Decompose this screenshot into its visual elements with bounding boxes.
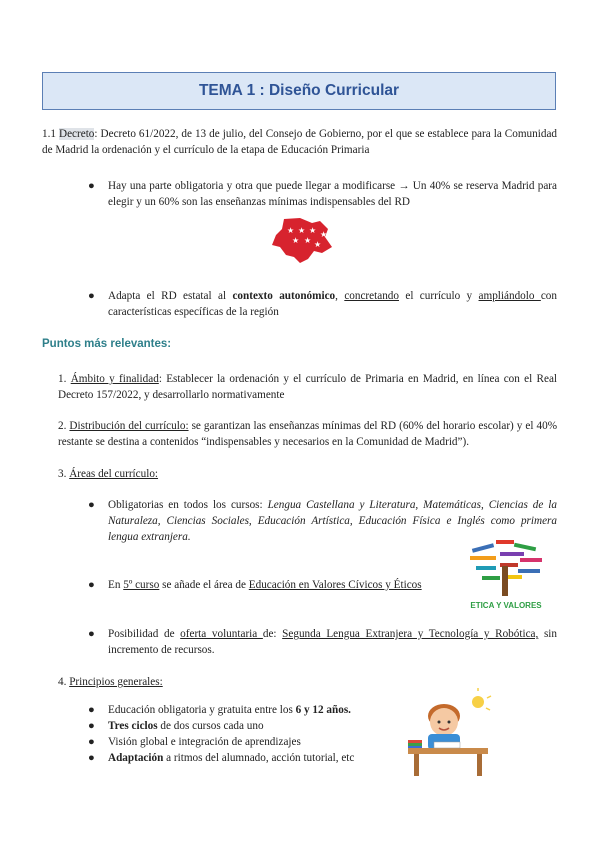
madrid-map-image bbox=[270, 217, 336, 265]
decree-paragraph bbox=[42, 126, 557, 158]
point-label: Principios generales: bbox=[69, 676, 163, 688]
svg-text:★: ★ bbox=[298, 226, 306, 235]
bold-run: 6 y 12 años. bbox=[295, 704, 351, 716]
principle-adaptacion bbox=[88, 750, 398, 766]
text-run: Posibilidad de bbox=[108, 628, 181, 640]
text-run: Visión global e integración de aprendizajes bbox=[108, 736, 301, 748]
svg-text:★: ★ bbox=[320, 230, 328, 239]
bold-run: contexto autonómico bbox=[232, 290, 336, 302]
principle-edad bbox=[88, 702, 398, 718]
underline-run: Educación en Valores Cívicos y Éticos bbox=[248, 579, 422, 591]
text-run: Educación obligatoria y gratuita entre los bbox=[108, 704, 296, 716]
section-subheading: Puntos más relevantes: bbox=[42, 338, 172, 350]
bullet-dot: ● bbox=[88, 752, 95, 764]
point-number: 1. bbox=[58, 373, 71, 385]
point-2 bbox=[58, 418, 557, 450]
bullet-adapta bbox=[88, 288, 557, 320]
bullet-dot: ● bbox=[88, 290, 95, 302]
ethics-tree-image bbox=[466, 536, 546, 616]
bullet-dot: ● bbox=[88, 180, 95, 192]
point-label: Ámbito y finalidad bbox=[70, 373, 159, 385]
underline-run: Segunda Lengua Extranjera y Tecnología y Robótica, bbox=[282, 628, 539, 640]
svg-text:★: ★ bbox=[309, 226, 317, 235]
underline-run: concretando bbox=[344, 290, 399, 302]
text-run: de dos cursos cada uno bbox=[157, 720, 264, 732]
student-illustration-image bbox=[404, 688, 492, 778]
point-text: se garantizan las enseñanzas mínimas del RD (60% del horario escolar) y el 40% restante se destina a contenidos “indispensables y necesarios en la Comunidad de Madrid”). bbox=[58, 420, 558, 448]
text-run: el currículo y bbox=[398, 290, 479, 302]
text-run: Obligatorias en todos los cursos: bbox=[108, 499, 268, 511]
principle-vision bbox=[88, 734, 398, 750]
bullet-dot: ● bbox=[88, 704, 95, 716]
page-title: TEMA 1 : Diseño Curricular bbox=[198, 82, 400, 99]
point-number: 4. bbox=[58, 676, 70, 688]
point-label: Áreas del currículo: bbox=[69, 468, 159, 480]
decree-text: : Decreto 61/2022, de 13 de julio, del Consejo de Gobierno, por el que se establece para la Comunidad de Madrid la ordenación y el currículo de la etapa de Educación Primaria bbox=[42, 128, 558, 156]
text-run: sin incremento de recursos. bbox=[108, 628, 557, 656]
text-run: con características específicas de la región bbox=[108, 290, 557, 318]
bold-run: Tres ciclos bbox=[108, 720, 158, 732]
text-run: En bbox=[108, 579, 124, 591]
point-1 bbox=[58, 371, 557, 403]
bullet-dot: ● bbox=[88, 499, 95, 511]
bullet-text: Hay una parte obligatoria y otra que puede llegar a modificarse → Un 40% se reserva Madrid para elegir y un 60% son las enseñanzas mínimas indispensables del RD bbox=[108, 180, 557, 208]
text-run: de: bbox=[262, 628, 283, 640]
bullet-percentages bbox=[88, 178, 557, 210]
point-3 bbox=[58, 466, 557, 482]
principle-ciclos bbox=[88, 718, 398, 734]
text-run: Adapta el RD estatal al bbox=[108, 290, 233, 302]
underline-run: oferta voluntaria bbox=[180, 628, 263, 640]
bullet-dot: ● bbox=[88, 628, 95, 640]
underline-run: 5º curso bbox=[123, 579, 160, 591]
point-text: : Establecer la ordenación y el currículo de Primaria en Madrid, en línea con el Real Decreto 157/2022, y desarrollarlo normativamente bbox=[58, 373, 558, 401]
svg-text:★: ★ bbox=[287, 226, 295, 235]
bullet-dot: ● bbox=[88, 579, 95, 591]
bullet-dot: ● bbox=[88, 736, 95, 748]
bullet-dot: ● bbox=[88, 720, 95, 732]
text-run: , bbox=[335, 290, 345, 302]
bullet-quinto-curso bbox=[88, 577, 453, 593]
svg-text:★: ★ bbox=[304, 236, 312, 245]
bullet-oferta-voluntaria bbox=[88, 626, 557, 658]
text-run: a ritmos del alumnado, acción tutorial, etc bbox=[163, 752, 355, 764]
bold-run: Adaptación bbox=[108, 752, 164, 764]
point-label: Distribución del currículo: bbox=[69, 420, 189, 432]
svg-text:★: ★ bbox=[292, 236, 300, 245]
decree-number: 1.1 bbox=[42, 128, 59, 140]
svg-text:★: ★ bbox=[314, 240, 322, 249]
italic-run: Lengua Castellana y Literatura, Matemáticas, Ciencias de la Naturaleza, Ciencias Sociales, Educación Artística, Educación Física e Inglés como primera lengua extranjera. bbox=[108, 499, 557, 543]
underline-run: ampliándolo bbox=[478, 290, 541, 302]
point-number: 3. bbox=[58, 468, 70, 480]
title-box bbox=[42, 72, 556, 110]
decree-label: Decreto bbox=[59, 128, 95, 140]
point-number: 2. bbox=[58, 420, 70, 432]
tree-caption: ETICA Y VALORES bbox=[470, 601, 542, 610]
text-run: se añade el área de bbox=[159, 579, 249, 591]
